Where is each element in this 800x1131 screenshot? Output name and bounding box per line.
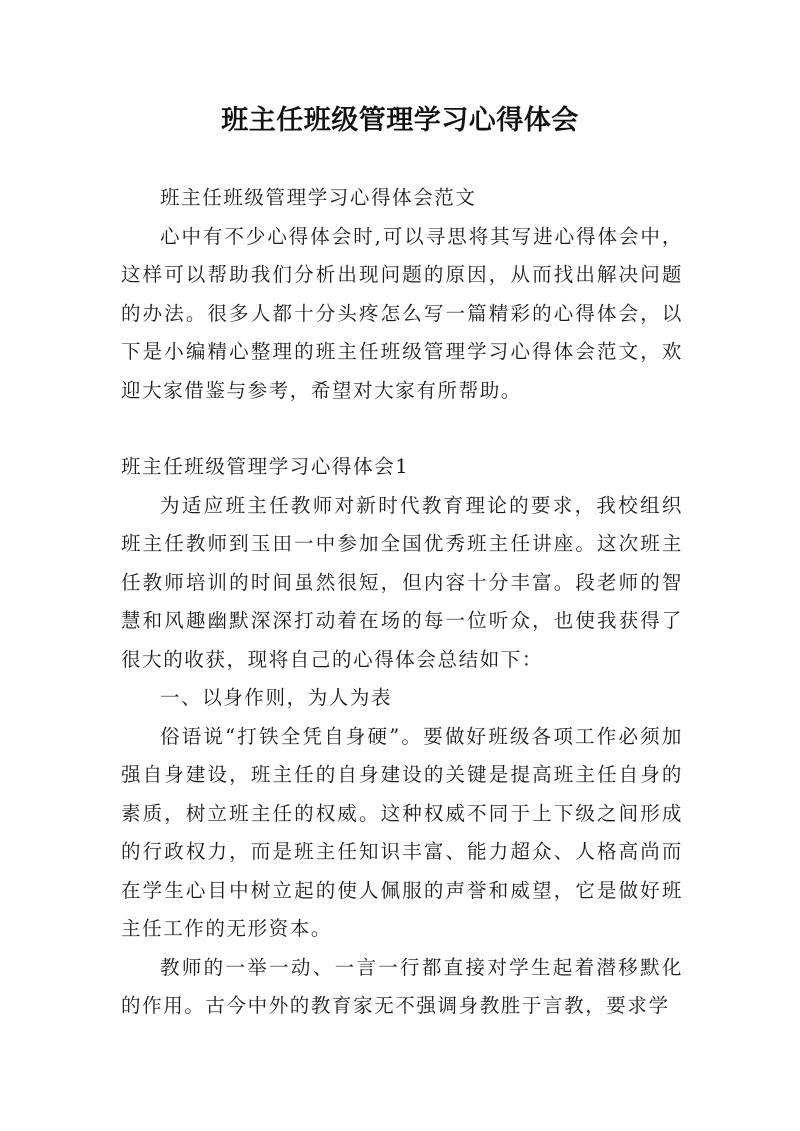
section-heading: 班主任班级管理学习心得体会1 [121,455,410,478]
subheading-lead-by-example: 一、以身作则，为人为表 [160,686,393,709]
document-body [121,179,683,1026]
document-title: 班主任班级管理学习心得体会 [221,105,579,136]
paragraph-spacer [121,410,683,448]
paragraph-teacher-example: 教师的一举一动、一言一行都直接对学生起着潜移默化的作用。古今中外的教育家无不强调身教胜于言教，要求学 [121,955,683,1017]
paragraph-section-intro: 为适应班主任教师对新时代教育理论的要求，我校组织班主任教师到玉田一中参加全国优秀班主任讲座。这次班主任教师培训的时间虽然很短，但内容十分丰富。段老师的智慧和风趣幽默深深打动着在场的每一位听众，也使我获得了很大的收获，现将自己的心得体会总结如下： [121,493,683,671]
paragraph-proverb: 俗语说“打铁全凭自身硬”。要做好班级各项工作必须加强自身建设，班主任的自身建设的关键是提高班主任自身的素质，树立班主任的权威。这种权威不同于上下级之间形成的行政权力，而是班主任知识丰富、能力超众、人格高尚而在学生心目中树立起的使人佩服的声誉和威望，它是做好班主任工作的无形资本。 [121,724,683,940]
paragraph-subtitle: 班主任班级管理学习心得体会范文 [160,186,477,209]
paragraph-intro: 心中有不少心得体会时,可以寻思将其写进心得体会中，这样可以帮助我们分析出现问题的原因，从而找出解决问题的办法。很多人都十分头疼怎么写一篇精彩的心得体会，以下是小编精心整理的班主任班级管理学习心得体会范文，欢迎大家借鉴与参考，希望对大家有所帮助。 [121,224,683,402]
